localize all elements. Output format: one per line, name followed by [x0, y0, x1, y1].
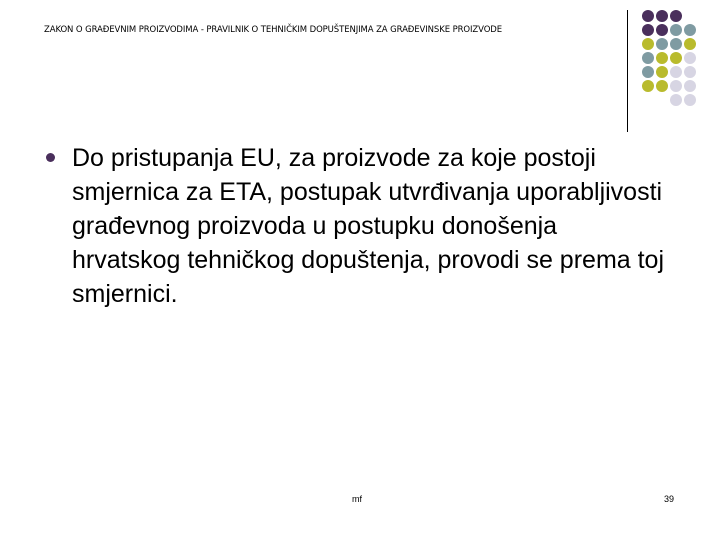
decorative-dot	[642, 38, 654, 50]
decorative-dot	[670, 52, 682, 64]
decorative-dot	[656, 80, 668, 92]
decorative-dot	[656, 52, 668, 64]
decorative-dot-grid	[642, 10, 702, 110]
decorative-dot	[642, 66, 654, 78]
footer-page-number: 39	[664, 494, 675, 504]
decorative-dot	[684, 38, 696, 50]
decorative-dot	[656, 24, 668, 36]
decorative-dot	[684, 24, 696, 36]
decorative-dot	[670, 24, 682, 36]
decorative-dot	[642, 24, 654, 36]
slide-header-title: ZAKON O GRAĐEVNIM PROIZVODIMA - PRAVILNIK O TEHNIČKIM DOPUŠTENJIMA ZA GRAĐEVINSKE PROIZVODE	[44, 25, 502, 35]
bullet-icon	[46, 153, 55, 162]
decorative-dot	[642, 52, 654, 64]
decorative-dot	[684, 94, 696, 106]
decorative-dot	[684, 66, 696, 78]
decorative-dot	[642, 80, 654, 92]
decorative-dot	[670, 66, 682, 78]
decorative-dot	[656, 38, 668, 50]
decorative-dot	[656, 10, 668, 22]
footer-author: mf	[352, 494, 362, 504]
decorative-dot	[642, 10, 654, 22]
decorative-dot	[670, 38, 682, 50]
decorative-dot	[670, 94, 682, 106]
decorative-dot	[670, 80, 682, 92]
vertical-divider-line	[627, 10, 628, 132]
decorative-dot	[670, 10, 682, 22]
decorative-dot	[684, 52, 696, 64]
decorative-dot	[684, 80, 696, 92]
bullet-paragraph: Do pristupanja EU, za proizvode za koje postoji smjernica za ETA, postupak utvrđivanja uporabljivosti građevnog proizvoda u postupku donošenja hrvatskog tehničkog dopuštenja, provodi se prema toj smjernici.	[72, 144, 665, 308]
decorative-dot	[656, 66, 668, 78]
